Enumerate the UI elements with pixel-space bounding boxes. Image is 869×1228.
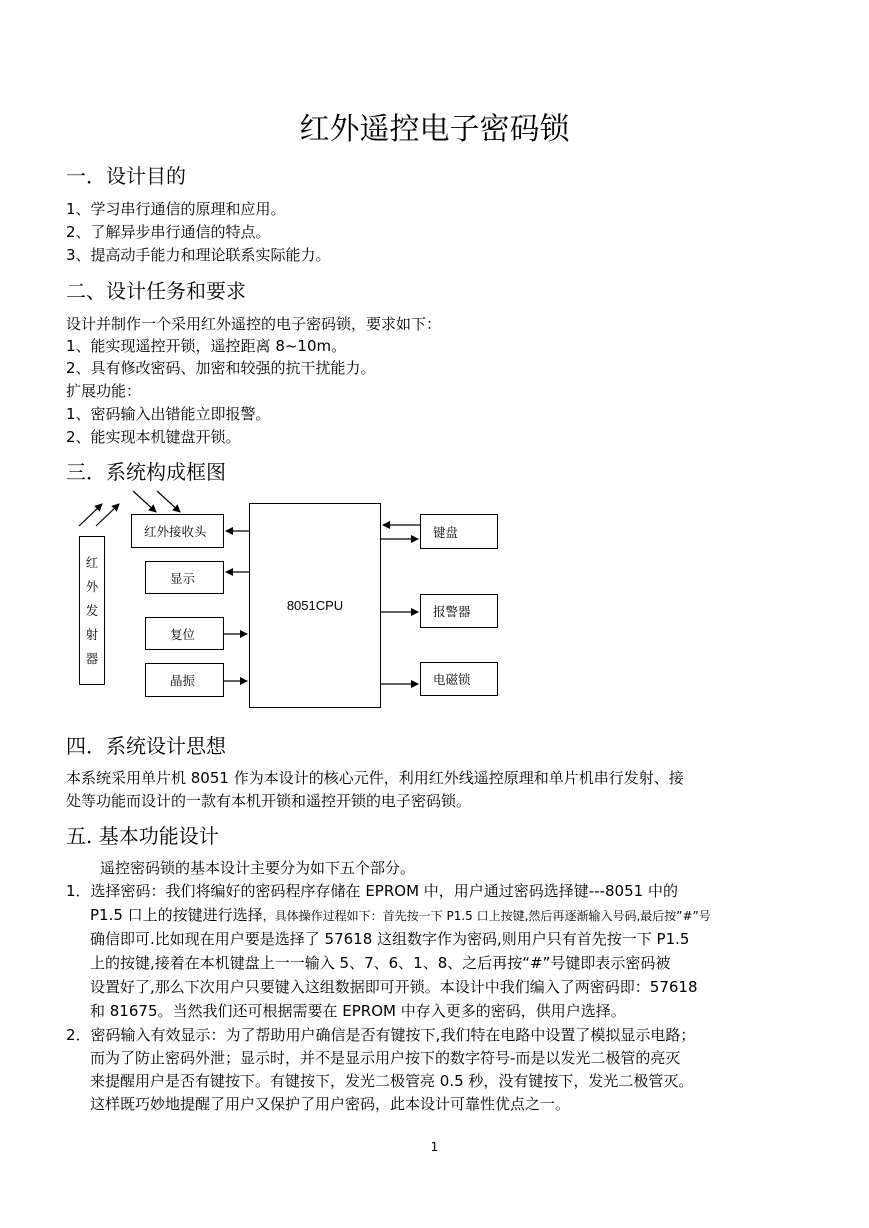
paragraph-line: 扩展功能：	[66, 382, 142, 400]
ir-emit-arrow	[96, 504, 119, 526]
list-item-line: 而为了防止密码外泄；显示时，并不是显示用户按下的数字符号-而是以发光二极管的亮灭	[90, 1049, 681, 1067]
crystal-label: 晶振	[170, 673, 196, 688]
section-heading-design-idea: 四．系统设计思想	[66, 734, 226, 758]
list-item: 1、学习串行通信的原理和应用。	[66, 200, 286, 218]
alarm-label: 报警器	[433, 604, 471, 619]
ir-receive-arrow	[133, 491, 156, 512]
ir-emit-arrow	[79, 504, 102, 526]
document-title: 红外遥控电子密码锁	[299, 112, 570, 147]
section-heading-design-purpose: 一．设计目的	[66, 164, 186, 188]
section-heading-block-diagram: 三．系统构成框图	[66, 460, 226, 484]
page-number: 1	[430, 1140, 439, 1154]
display-label: 显示	[170, 570, 196, 586]
paragraph-line: 设计并制作一个采用红外遥控的电子密码锁，要求如下：	[66, 315, 442, 333]
list-item-line: 来提醒用户是否有键按下。有键按下，发光二极管亮 0.5 秒，没有键按下，发光二极管灭。	[90, 1072, 694, 1090]
list-item-segment: P1.5 口上的按键进行选择	[90, 906, 263, 924]
paragraph-line: 2、具有修改密码、加密和较强的抗干扰能力。	[66, 359, 376, 377]
cpu-label: 8051CPU	[286, 598, 344, 613]
paragraph-line: 1、密码输入出错能立即报警。	[66, 405, 271, 423]
ir-receive-arrow	[157, 491, 180, 512]
list-item: 2、了解异步串行通信的特点。	[66, 223, 271, 241]
paragraph-line: 1、能实现遥控开锁，遥控距离 8~10m。	[66, 337, 347, 355]
transmitter-char: 射	[85, 626, 99, 642]
list-item-line: 设置好了,那么下次用户只要键入这组数据即可开锁。本设计中我们编入了两密码即：57618	[90, 978, 698, 996]
list-item-line	[90, 904, 711, 925]
keyboard-label: 键盘	[433, 524, 459, 540]
list-item: 3、提高动手能力和理论联系实际能力。	[66, 246, 331, 264]
list-item-line: 1．选择密码：我们将编好的密码程序存储在 EPROM 中，用户通过密码选择键---8051 中的	[66, 882, 678, 900]
lock-label: 电磁锁	[433, 672, 471, 687]
receiver-label: 红外接收头	[144, 524, 207, 539]
transmitter-char: 发	[85, 602, 99, 618]
paragraph-line: 遥控密码锁的基本设计主要分为如下五个部分。	[100, 859, 416, 877]
list-item-segment: ，具体操作过程如下：首先按一下 P1.5 口上按键,然后再逐渐输入号码,最后按”#”号	[262, 909, 711, 923]
transmitter-char: 红	[85, 554, 99, 570]
transmitter-char: 器	[85, 650, 99, 666]
section-heading-function-design: 五. 基本功能设计	[66, 824, 219, 848]
list-item-line: 和 81675。当然我们还可根据需要在 EPROM 中存入更多的密码，供用户选择。	[90, 1002, 626, 1020]
paragraph-line: 2、能实现本机键盘开锁。	[66, 428, 241, 446]
list-item-line: 上的按键,接着在本机键盘上一一输入 5、7、6、1、8、之后再按“#”号键即表示密码被	[90, 954, 671, 972]
reset-label: 复位	[170, 626, 196, 642]
list-item-line: 这样既巧妙地提醒了用户又保护了用户密码，此本设计可靠性优点之一。	[90, 1095, 571, 1113]
list-item-line: 2．密码输入有效显示：为了帮助用户确信是否有键按下,我们特在电路中设置了模拟显示电路；	[66, 1026, 696, 1044]
list-item-line: 确信即可.比如现在用户要是选择了 57618 这组数字作为密码,则用户只有首先按一下 P1.5	[90, 930, 690, 948]
transmitter-char: 外	[85, 578, 99, 594]
section-heading-tasks: 二、设计任务和要求	[66, 279, 246, 303]
paragraph-line: 本系统采用单片机 8051 作为本设计的核心元件，利用红外线遥控原理和单片机串行发射、接	[66, 769, 684, 787]
paragraph-line: 处等功能而设计的一款有本机开锁和遥控开锁的电子密码锁。	[66, 792, 472, 810]
